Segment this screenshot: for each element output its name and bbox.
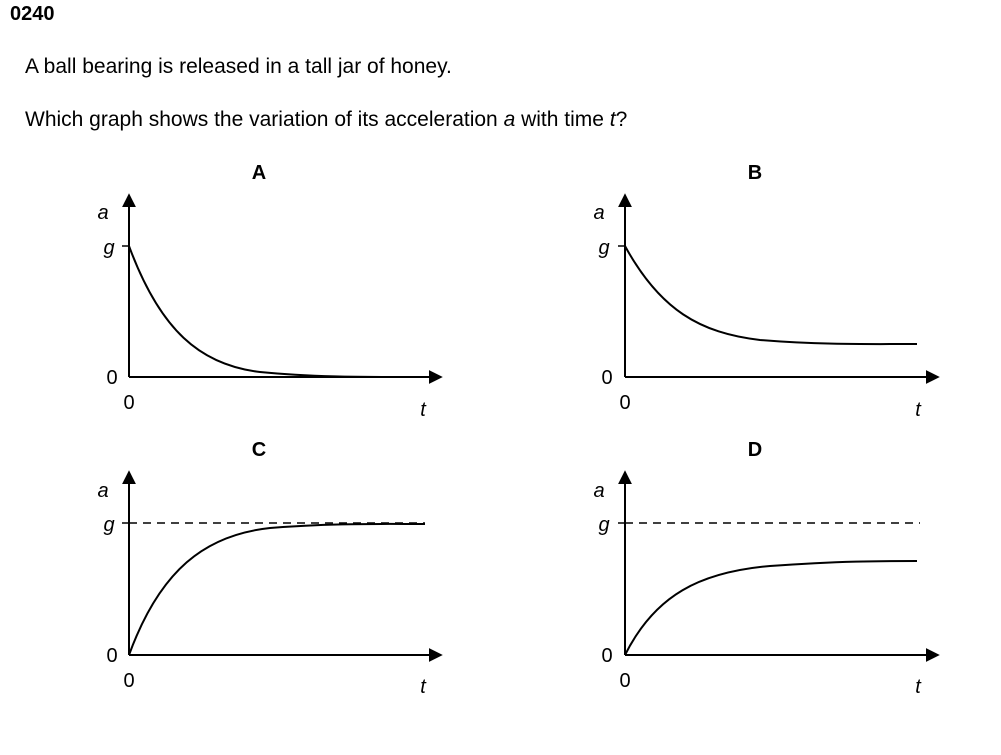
graph-c-g-label: g (103, 514, 115, 536)
graph-a-y-label: a (97, 202, 109, 224)
graph-c-x-zero: 0 (123, 670, 135, 692)
graph-a-x-label: t (420, 399, 426, 421)
graph-d-g-label: g (598, 514, 610, 536)
graph-d-curve (625, 561, 917, 655)
graph-c-label: C (251, 439, 267, 461)
graph-b-y-zero: 0 (601, 367, 613, 389)
prompt-var-a: a (503, 108, 516, 131)
graph-d-y-zero: 0 (601, 645, 613, 667)
graph-b-curve (625, 246, 917, 344)
graph-d-label: D (747, 439, 763, 461)
question-number: 0240 (10, 3, 55, 25)
graph-b-x-zero: 0 (619, 392, 631, 414)
graph-a-label: A (251, 162, 267, 184)
graph-a (97, 162, 440, 421)
graph-c-curve (129, 524, 425, 655)
graph-a-g-label: g (103, 237, 115, 259)
prompt-text-2: with time (515, 108, 610, 131)
graph-c-y-zero: 0 (106, 645, 118, 667)
question-stem: A ball bearing is released in a tall jar of honey. (25, 55, 452, 78)
graph-c-y-label: a (97, 480, 109, 502)
graph-d (593, 439, 937, 698)
graph-c-x-label: t (420, 676, 426, 698)
graph-b-x-label: t (915, 399, 921, 421)
graph-b-g-label: g (598, 237, 610, 259)
graph-d-x-zero: 0 (619, 670, 631, 692)
graph-d-x-label: t (915, 676, 921, 698)
graph-b-label: B (747, 162, 763, 184)
graph-b-y-label: a (593, 202, 605, 224)
graph-a-x-zero: 0 (123, 392, 135, 414)
graph-d-y-label: a (593, 480, 605, 502)
prompt-text-3: ? (615, 108, 628, 131)
graph-c (97, 439, 440, 698)
graph-a-y-zero: 0 (106, 367, 118, 389)
prompt-text-1: Which graph shows the variation of its acceleration (25, 108, 504, 131)
graph-b (593, 162, 937, 421)
graph-a-curve (129, 246, 410, 377)
prompt-var-t: t (609, 108, 616, 131)
